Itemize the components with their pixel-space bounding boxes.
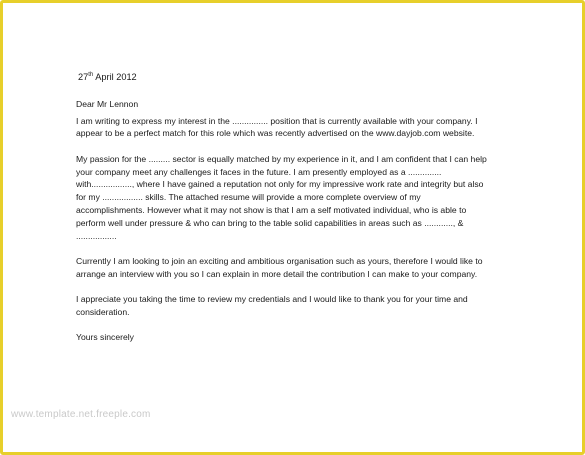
salutation: Dear Mr Lennon xyxy=(76,98,139,109)
paragraph-interview xyxy=(76,255,546,281)
paragraph-line: arrange an interview with you so I can explain in more detail the contribution I can make to your company. xyxy=(76,268,478,279)
paragraph-line: Currently I am looking to join an exciting and ambitious organisation such as yours, therefore I would like to xyxy=(76,255,483,266)
paragraph-line: accomplishments. However what it may not show is that I am a self motivated individual, who is able to xyxy=(76,204,467,215)
paragraph-line: consideration. xyxy=(76,306,130,317)
paragraph-experience xyxy=(76,153,546,243)
closing: Yours sincerely xyxy=(76,332,134,343)
date-suffix: th xyxy=(88,71,94,78)
paragraph-line: perform well under pressure & who can bring to the table solid capabilities in areas such as ............, & xyxy=(76,217,464,228)
paragraph-line: My passion for the ......... sector is equally matched by my experience in it, and I am confident that I can help xyxy=(76,153,487,164)
watermark: www.template.net.freeple.com xyxy=(11,409,151,420)
paragraph-line: I appreciate you taking the time to review my credentials and I would like to thank you for your time and xyxy=(76,294,468,305)
date-rest: April 2012 xyxy=(93,72,137,82)
paragraph-line: appear to be a perfect match for this role which was recently advertised on the www.dayjob.com website. xyxy=(76,128,475,139)
paragraph-line: for my ................. skills. The attached resume will provide a more complete overview of my xyxy=(76,192,421,203)
paragraph-thanks xyxy=(76,293,546,319)
date-day: 27 xyxy=(78,72,89,82)
paragraph-line: I am writing to express my interest in the ............... position that is currently available with your company. I xyxy=(76,115,478,126)
paragraph-intro xyxy=(76,115,546,141)
letter-page xyxy=(76,71,546,357)
letter-date xyxy=(78,71,546,84)
paragraph-line: with................., where I have gained a reputation not only for my impressive work rate and integrity but also xyxy=(76,179,484,190)
paragraph-line: ................. xyxy=(76,230,117,241)
paragraph-line: your company meet any challenges it faces in the future. I am presently employed as a .............. xyxy=(76,166,442,177)
